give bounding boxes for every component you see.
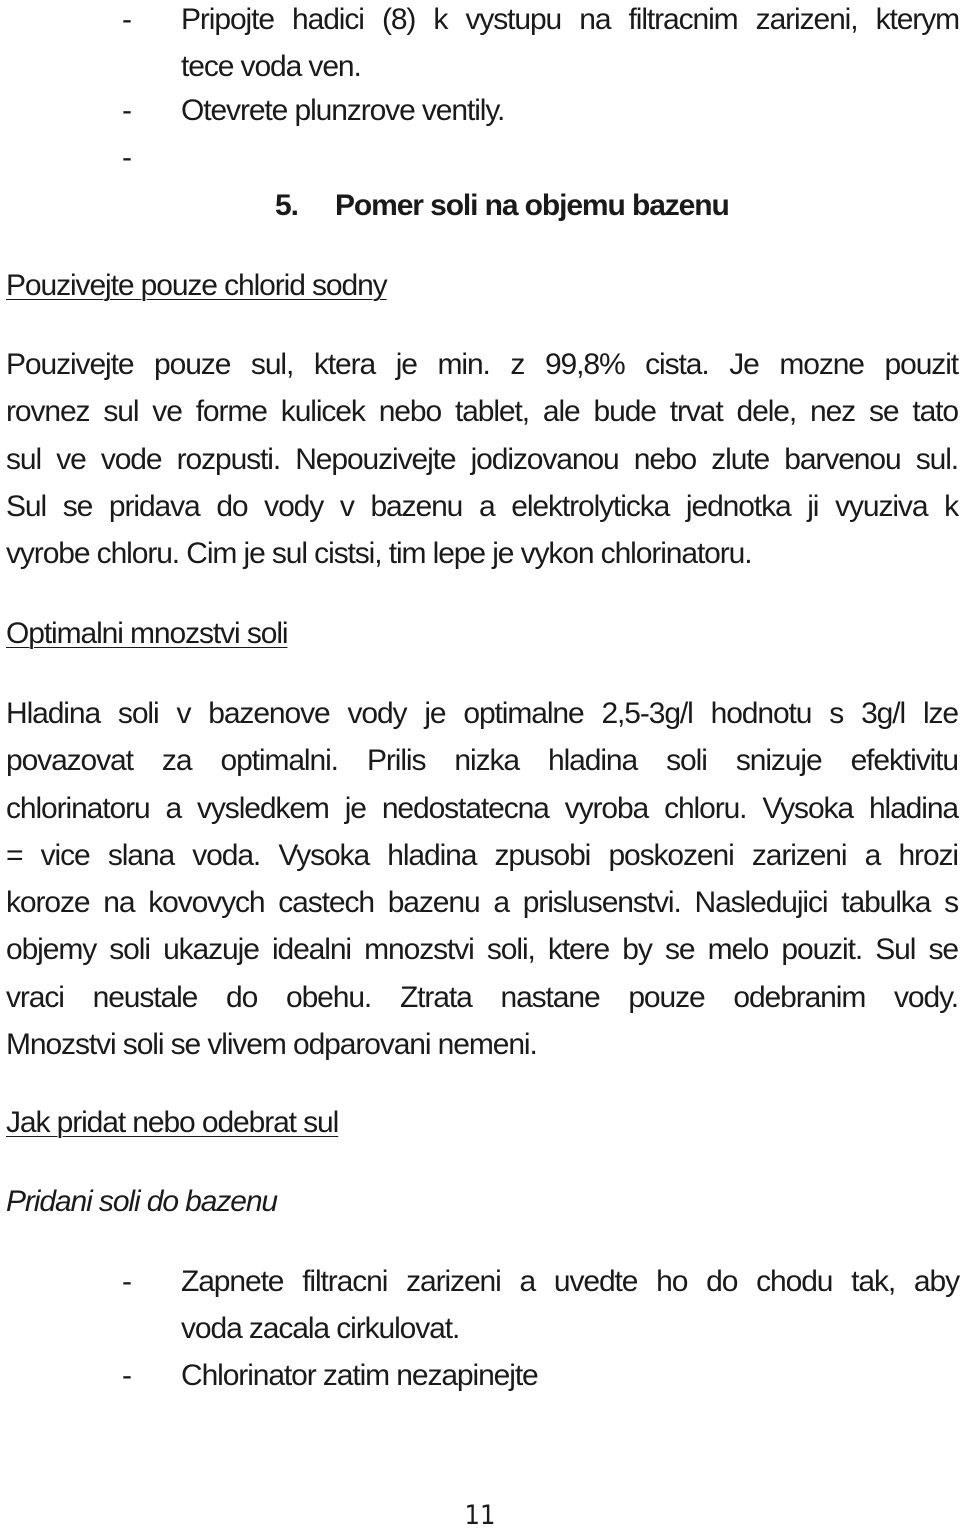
list-dash: - (122, 1265, 131, 1298)
paragraph-line: vraci neustale do obehu. Ztrata nastane pouze odebranim vody. (6, 980, 958, 1014)
paragraph-line: Mnozstvi soli se vlivem odparovani nemeni. (6, 1028, 537, 1062)
paragraph-line: povazovat za optimalni. Prilis nizka hladina soli snizuje efektivitu (6, 744, 958, 778)
list-dash: - (122, 1359, 131, 1392)
paragraph-salt-purity (6, 341, 958, 577)
paragraph-line: Sul se pridava do vody v bazenu a elektrolyticka jednotka ji vyuziva k (6, 489, 958, 523)
paragraph-line: koroze na kovovych castech bazenu a prislusenstvi. Nasledujici tabulka s (6, 886, 958, 920)
section-heading (275, 182, 729, 230)
subheading-add-remove-salt: Jak pridat nebo odebrat sul (6, 1106, 339, 1139)
list-item-text: Chlorinator zatim nezapinejte (181, 1359, 538, 1392)
paragraph-line: Hladina soli v bazenove vody je optimalne 2,5-3g/l hodnotu s 3g/l lze (6, 697, 958, 730)
page-number: 11 (464, 1500, 496, 1531)
list-dash: - (122, 141, 131, 174)
paragraph-line: Pouzivejte pouze sul, ktera je min. z 99,8% cista. Je mozne pouzit (6, 348, 958, 381)
list-item-text: Otevrete plunzrove ventily. (181, 94, 505, 127)
list-dash: - (122, 3, 131, 36)
section-number: 5. (275, 189, 298, 222)
paragraph-line: vyrobe chloru. Cim je sul cistsi, tim lepe je vykon chlorinatoru. (6, 537, 752, 571)
paragraph-line: sul ve vode rozpusti. Nepouzivejte jodizovanou nebo zlute barvenou sul. (6, 442, 958, 476)
paragraph-line: = vice slana voda. Vysoka hladina zpusobi poskozeni zarizeni a hrozi (6, 838, 958, 872)
list-dash: - (122, 94, 131, 127)
paragraph-line: objemy soli ukazuje idealni mnozstvi soli, ktere by se melo pouzit. Sul se (6, 933, 958, 967)
list-item-line: tece voda ven. (181, 50, 361, 83)
paragraph-line: rovnez sul ve forme kulicek nebo tablet, ale bude trvat dele, nez se tato (6, 395, 958, 429)
list-item-line: Pripojte hadici (8) k vystupu na filtracnim zarizeni, kterym (181, 3, 959, 36)
list-item-text (181, 0, 959, 90)
list-item-line: Zapnete filtracni zarizeni a uvedte ho do chodu tak, aby (181, 1265, 959, 1298)
paragraph-salt-level (6, 690, 958, 1068)
list-item-line: voda zacala cirkulovat. (181, 1312, 460, 1345)
section-title: Pomer soli na objemu bazenu (335, 189, 729, 222)
subheading-optimal-amount: Optimalni mnozstvi soli (6, 617, 288, 650)
subheading-adding-salt: Pridani soli do bazenu (6, 1185, 277, 1218)
list-item-text (181, 1258, 959, 1352)
subheading-chloride: Pouzivejte pouze chlorid sodny (6, 269, 387, 302)
paragraph-line: chlorinatoru a vysledkem je nedostatecna vyroba chloru. Vysoka hladina (6, 791, 958, 825)
